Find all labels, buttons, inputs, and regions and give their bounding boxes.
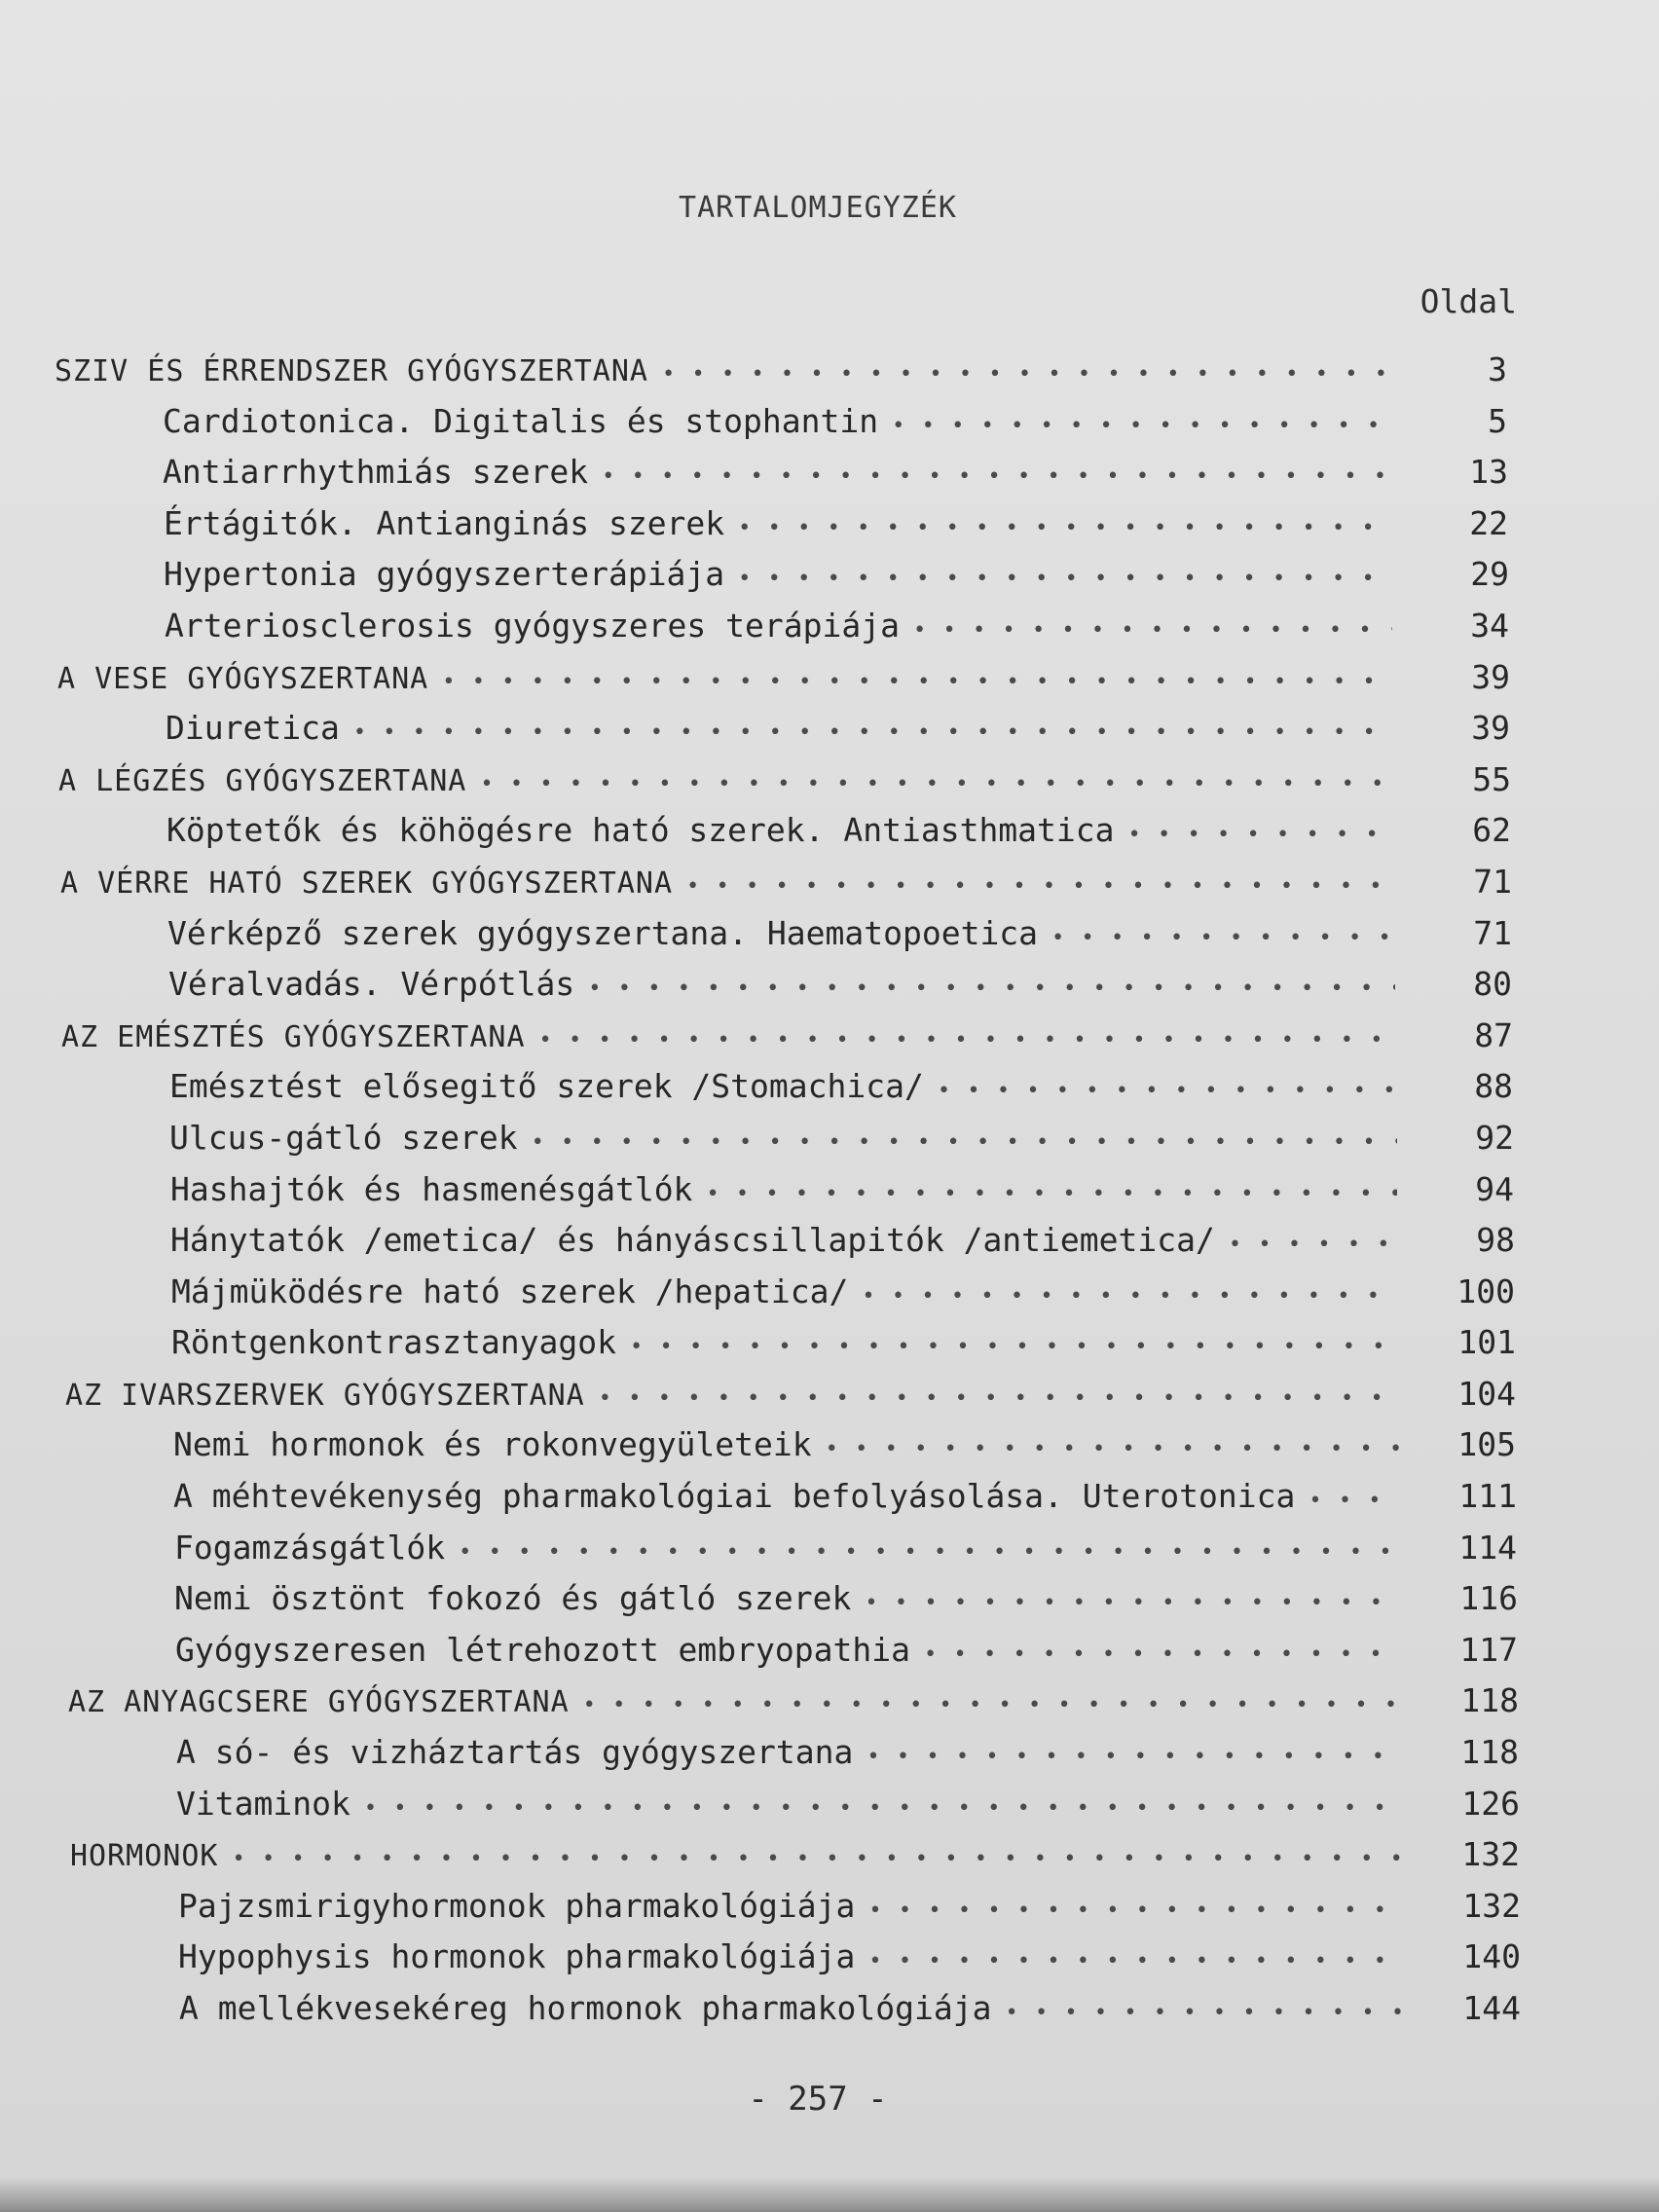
- dot-leader: [868, 1949, 1404, 1973]
- toc-entry-label: Fogamzásgátlók: [174, 1528, 446, 1567]
- toc-subsection: [0, 1221, 1659, 1272]
- dot-leader: [862, 1284, 1398, 1309]
- toc-section: [0, 350, 1659, 402]
- dot-leader: [459, 1540, 1400, 1565]
- toc-entry-page: 22: [1469, 503, 1508, 542]
- toc-entry-page: 5: [1488, 401, 1507, 440]
- toc-entry-page: 71: [1473, 913, 1512, 952]
- dot-leader: [924, 1642, 1401, 1667]
- toc-subsection: [0, 709, 1659, 760]
- toc-entry-page: 62: [1472, 811, 1511, 850]
- toc-subsection: [0, 1887, 1659, 1938]
- toc-entry-label: AZ ANYAGCSERE GYÓGYSZERTANA: [68, 1685, 570, 1720]
- toc-entry-page: 140: [1462, 1937, 1521, 1976]
- dot-leader: [738, 516, 1391, 540]
- toc-entry-page: 104: [1457, 1374, 1516, 1413]
- toc-subsection: [0, 914, 1659, 966]
- dot-leader: [866, 1745, 1402, 1769]
- dot-leader: [865, 1591, 1401, 1615]
- toc-entry-page: 111: [1458, 1477, 1517, 1516]
- toc-subsection: [0, 1937, 1659, 1989]
- toc-subsection: [0, 453, 1659, 504]
- dot-leader: [868, 1899, 1404, 1923]
- dot-leader: [706, 1182, 1397, 1206]
- toc-entry-label: Cardiotonica. Digitalis és stophantin: [163, 401, 879, 440]
- toc-entry-page: 94: [1475, 1169, 1514, 1208]
- dot-leader: [686, 874, 1395, 899]
- toc-entry-label: Röntgenkontrasztanyagok: [171, 1323, 616, 1362]
- toc-entry-label: Hánytatók /emetica/ és hányáscsillapitók /antiemetica/: [170, 1221, 1215, 1260]
- toc-section: [0, 760, 1659, 812]
- toc-section: [0, 863, 1659, 914]
- toc-subsection: [0, 1785, 1659, 1836]
- page-column-label: Oldal: [1419, 282, 1517, 320]
- page-number: - 257 -: [748, 2080, 888, 2119]
- dot-leader: [442, 670, 1393, 694]
- dot-leader: [1005, 2001, 1404, 2025]
- toc-entry-page: 92: [1475, 1118, 1514, 1157]
- toc-section: [0, 658, 1659, 710]
- toc-entry-page: 118: [1460, 1733, 1519, 1772]
- toc-entry-label: Vitaminok: [176, 1784, 350, 1823]
- dot-leader: [539, 1028, 1396, 1052]
- toc-entry-page: 71: [1473, 862, 1512, 901]
- dot-leader: [892, 414, 1390, 438]
- dot-leader: [364, 1796, 1403, 1821]
- toc-subsection: [0, 402, 1659, 454]
- toc-entry-label: AZ IVARSZERVEK GYÓGYSZERTANA: [65, 1378, 585, 1413]
- toc-entry-label: Véralvadás. Vérpótlás: [168, 965, 575, 1004]
- toc-subsection: [0, 1170, 1659, 1222]
- toc-entry-label: A VÉRRE HATÓ SZEREK GYÓGYSZERTANA: [60, 866, 674, 901]
- toc-entry-label: A só- és vizháztartás gyógyszertana: [176, 1733, 854, 1772]
- toc-entry-label: Arteriosclerosis gyógyszeres terápiája: [165, 606, 900, 645]
- toc-entry-label: Emésztést elősegitő szerek /Stomachica/: [169, 1067, 924, 1106]
- toc-entry-label: A méhtevékenység pharmakológiai befolyásolása. Uterotonica: [173, 1477, 1296, 1516]
- toc-section: [0, 1016, 1659, 1068]
- toc-subsection: [0, 1579, 1659, 1631]
- toc-entry-label: Hypophysis hormonok pharmakológiája: [178, 1937, 856, 1976]
- toc-subsection: [0, 1067, 1659, 1119]
- toc-entry-page: 144: [1462, 1989, 1521, 2027]
- dot-leader: [1051, 926, 1395, 950]
- toc-entry-label: A mellékvesekéreg hormonok pharmakológiája: [179, 1989, 992, 2027]
- dot-leader: [662, 362, 1390, 387]
- toc-subsection: [0, 965, 1659, 1016]
- toc-entry-page: 132: [1462, 1886, 1521, 1925]
- toc-entry-page: 34: [1470, 606, 1509, 645]
- toc-entry-page: 55: [1472, 759, 1511, 798]
- toc-entry-label: Gyógyszeresen létrehozott embryopathia: [175, 1630, 910, 1669]
- toc-entry-page: 132: [1461, 1835, 1520, 1874]
- toc-subsection: [0, 1989, 1659, 2041]
- toc-entry-label: A VESE GYÓGYSZERTANA: [57, 661, 429, 696]
- dot-leader: [630, 1335, 1399, 1359]
- toc-subsection: [0, 1119, 1659, 1170]
- toc-subsection: [0, 1529, 1659, 1580]
- toc-entry-label: A LÉGZÉS GYÓGYSZERTANA: [58, 763, 467, 798]
- toc-entry-label: SZIV ÉS ÉRRENDSZER GYÓGYSZERTANA: [55, 354, 648, 388]
- toc-entry-page: 100: [1456, 1272, 1515, 1310]
- toc-entry-page: 116: [1459, 1579, 1518, 1618]
- dot-leader: [588, 977, 1395, 1001]
- dot-leader: [599, 1386, 1399, 1411]
- toc-entry-label: Nemi ösztönt fokozó és gátló szerek: [174, 1579, 852, 1618]
- toc-section: [0, 1681, 1659, 1733]
- toc-section: [0, 1835, 1659, 1887]
- dot-leader: [602, 464, 1391, 489]
- toc-entry-label: Májmüködésre ható szerek /hepatica/: [171, 1272, 849, 1310]
- toc-entry-page: 105: [1457, 1425, 1516, 1464]
- toc-subsection: [0, 1323, 1659, 1375]
- toc-entry-label: Értágitók. Antianginás szerek: [164, 503, 725, 542]
- toc-entry-page: 118: [1460, 1681, 1519, 1720]
- toc-subsection: [0, 1425, 1659, 1477]
- toc-section: [0, 1375, 1659, 1426]
- toc-entry-label: Vérképző szerek gyógyszertana. Haematopoetica: [167, 913, 1039, 952]
- toc-entry-page: 88: [1474, 1067, 1513, 1106]
- dot-leader: [583, 1693, 1402, 1717]
- toc-entry-page: 126: [1461, 1784, 1520, 1823]
- toc-entry-page: 3: [1488, 350, 1507, 388]
- dot-leader: [532, 1130, 1397, 1155]
- toc-entry-page: 39: [1471, 709, 1510, 748]
- toc-subsection: [0, 504, 1659, 556]
- toc-entry-page: 80: [1473, 965, 1512, 1004]
- toc-entry-page: 87: [1474, 1015, 1513, 1054]
- toc-entry-label: Nemi hormonok és rokonvegyületeik: [173, 1425, 812, 1464]
- toc-entry-label: Hypertonia gyógyszerterápiája: [164, 555, 725, 594]
- toc-subsection: [0, 811, 1659, 863]
- toc-entry-page: 114: [1458, 1528, 1517, 1567]
- toc-entry-label: AZ EMÉSZTÉS GYÓGYSZERTANA: [61, 1019, 526, 1054]
- dot-leader: [913, 618, 1392, 643]
- toc-entry-label: Ulcus-gátló szerek: [169, 1118, 518, 1157]
- dot-leader: [1128, 823, 1394, 847]
- toc-entry-page: 29: [1470, 555, 1509, 594]
- toc-subsection: [0, 1477, 1659, 1529]
- dot-leader: [1229, 1233, 1398, 1257]
- toc-entry-page: 13: [1469, 453, 1508, 492]
- dot-leader: [1309, 1489, 1400, 1513]
- toc-entry-label: Pajzsmirigyhormonok pharmakológiája: [178, 1886, 856, 1925]
- toc-entry-page: 39: [1471, 657, 1510, 696]
- table-of-contents: [0, 350, 1659, 2041]
- toc-entry-page: 98: [1476, 1221, 1515, 1260]
- dot-leader: [826, 1437, 1399, 1461]
- page-title: TARTALOMJEGYZÉK: [679, 191, 957, 225]
- toc-entry-page: 101: [1457, 1323, 1516, 1362]
- dot-leader: [480, 772, 1394, 796]
- toc-entry-label: Diuretica: [166, 709, 340, 748]
- toc-subsection: [0, 607, 1659, 658]
- dot-leader: [738, 567, 1392, 591]
- toc-subsection: [0, 1272, 1659, 1324]
- toc-entry-label: Antiarrhythmiás szerek: [163, 453, 589, 492]
- dot-leader: [938, 1079, 1396, 1103]
- toc-entry-label: Köptetők és köhögésre ható szerek. Antiasthmatica: [166, 811, 1115, 850]
- toc-entry-label: HORMONOK: [70, 1839, 219, 1874]
- dot-leader: [233, 1847, 1404, 1871]
- toc-subsection: [0, 555, 1659, 607]
- toc-entry-page: 117: [1459, 1630, 1518, 1669]
- page-edge-shadow: [0, 2177, 1659, 2212]
- toc-entry-label: Hashajtók és hasmenésgátlók: [170, 1169, 693, 1208]
- dot-leader: [353, 720, 1393, 745]
- toc-subsection: [0, 1733, 1659, 1785]
- toc-subsection: [0, 1631, 1659, 1682]
